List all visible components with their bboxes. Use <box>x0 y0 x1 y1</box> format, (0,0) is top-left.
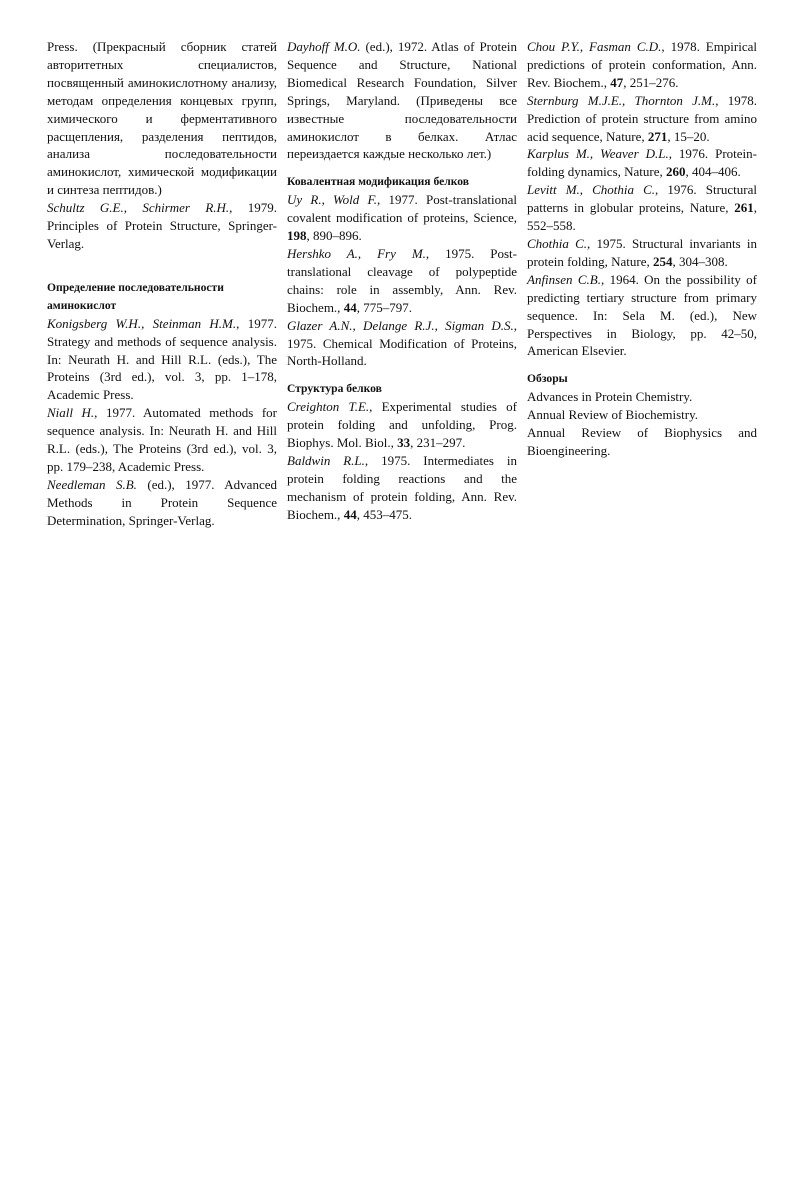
reference-entry: Press. (Прекрасный сборник статей авторитетных специалистов, посвященный аминокислотному анализу, методам определения концевых групп, химического и ферментативного расщепления, разделения пептидов, анализа последовательности аминокислот, химической модификации и синтеза пептидов.) <box>47 39 277 198</box>
reference-entry: Dayhoff M.O. (ed.), 1972. Atlas of Protein Sequence and Structure, National Biomedical Research Foundation, Silver Springs, Maryland. (Приведены все известные последовательности аминокислот в белках. Атлас переиздается каждые несколько лет.) <box>287 39 517 162</box>
reference-entry: Glazer A.N., Delange R.J., Sigman D.S., 1975. Chemical Modification of Proteins, North-Holland. <box>287 317 517 369</box>
column-middle <box>287 38 517 524</box>
reference-entry: Levitt M., Chothia C., 1976. Structural patterns in globular proteins, Nature, 261, 552–558. <box>527 182 758 234</box>
section-heading: Обзоры <box>527 372 568 386</box>
reference-entry: Schultz G.E., Schirmer R.H., 1979. Principles of Protein Structure, Springer-Verlag. <box>47 200 277 251</box>
section-heading: Структура белков <box>287 382 382 396</box>
reference-entry: Niall H., 1977. Automated methods for sequence analysis. In: Neurath H. and Hill R.L. (eds.), The Proteins (3rd ed.), vol. 3, pp. 179–238, Academic Press. <box>47 405 277 474</box>
review-series: Advances in Protein Chemistry. <box>527 389 693 405</box>
reference-entry: Chothia C., 1975. Structural invariants in protein folding, Nature, 254, 304–308. <box>527 235 757 269</box>
review-series: Annual Review of Biophysics and Bioengineering. <box>527 425 757 458</box>
reference-entry: Uy R., Wold F., 1977. Post-translational covalent modification of proteins, Science, 198, 890–896. <box>287 192 517 244</box>
reference-entry: Konigsberg W.H., Steinman H.M., 1977. Strategy and methods of sequence analysis. In: Neurath H. and Hill R.L. (eds.), The Proteins (3rd ed.), vol. 3, pp. 1–178, Academic Press. <box>47 315 277 403</box>
reference-entry: Anfinsen C.B., 1964. On the possibility of predicting tertiary structure from primary sequence. In: Sela M. (ed.), New Perspectives in Biology, pp. 42–50, American Elsevier. <box>527 271 758 359</box>
reference-entry: Creighton T.E., Experimental studies of protein folding and unfolding, Prog. Biophys. Mol. Biol., 33, 231–297. <box>287 399 517 451</box>
column-left <box>47 38 277 530</box>
reference-entry: Karplus M., Weaver D.L., 1976. Protein-folding dynamics, Nature, 260, 404–406. <box>527 146 757 180</box>
section-heading: Ковалентная модификация белков <box>287 175 470 189</box>
reference-entry: Needleman S.B. (ed.), 1977. Advanced Methods in Protein Sequence Determination, Springer-Verlag. <box>47 476 277 528</box>
column-right <box>527 38 757 460</box>
reference-entry: Sternburg M.J.E., Thornton J.M., 1978. Prediction of protein structure from amino acid sequence, Nature, 271, 15–20. <box>527 92 757 144</box>
reference-entry: Chou P.Y., Fasman C.D., 1978. Empirical predictions of protein conformation, Ann. Rev. Biochem., 47, 251–276. <box>527 39 758 90</box>
section-heading: Определение последовательности аминокислот <box>47 280 224 312</box>
reference-entry: Baldwin R.L., 1975. Intermediates in protein folding reactions and the mechanism of protein folding, Ann. Rev. Biochem., 44, 453–475. <box>287 452 517 522</box>
reference-entry: Hershko A., Fry M., 1975. Post-translational cleavage of polypeptide chains: role in assembly, Ann. Rev. Biochem., 44, 775–797. <box>287 245 517 315</box>
review-series: Annual Review of Biochemistry. <box>527 407 699 423</box>
